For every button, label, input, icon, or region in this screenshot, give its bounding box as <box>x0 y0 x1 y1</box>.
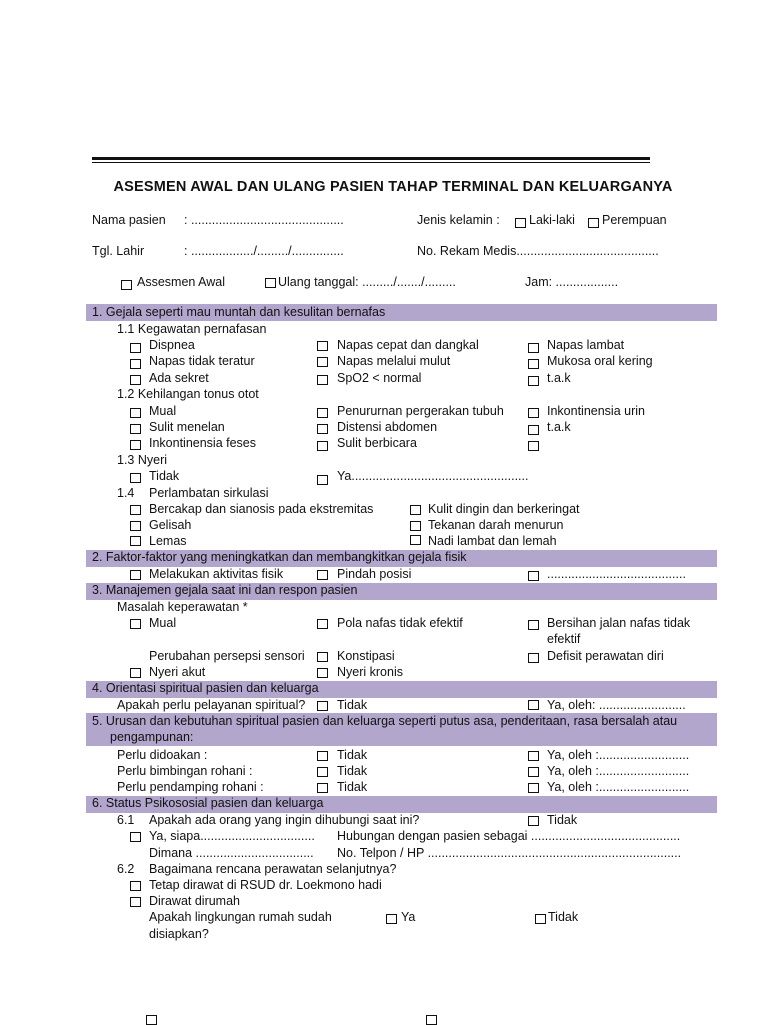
perlu-pendamping-label: Perlu pendamping rohani : <box>117 780 264 794</box>
sub-1-4-title: Perlambatan sirkulasi <box>149 486 269 500</box>
rumah-ya-label: Ya <box>401 910 416 924</box>
faktor-lain-checkbox[interactable] <box>528 571 539 581</box>
tetap-dirawat-label: Tetap dirawat di RSUD dr. Loekmono hadi <box>149 878 382 892</box>
top-rule-thin <box>92 162 650 163</box>
lemas-checkbox[interactable] <box>130 536 141 546</box>
section-5-title-2: pengampunan: <box>110 730 194 744</box>
dispnea-checkbox[interactable] <box>130 343 141 353</box>
section-1-title: 1. Gejala seperti mau muntah dan kesulitan bernafas <box>92 305 386 319</box>
bimbingan-ya-checkbox[interactable] <box>528 767 539 777</box>
bersihan-jalan-nafas-checkbox[interactable] <box>528 620 539 630</box>
sulit-berbicara-label: Sulit berbicara <box>337 436 417 450</box>
spiritual-ya-checkbox[interactable] <box>528 700 539 710</box>
spiritual-tidak-label: Tidak <box>337 698 368 712</box>
penurunan-gerak-checkbox[interactable] <box>317 408 328 418</box>
mual-checkbox[interactable] <box>130 408 141 418</box>
sub-1-3-title: 1.3 Nyeri <box>117 453 168 467</box>
dirawat-dirumah-label: Dirawat dirumah <box>149 894 241 908</box>
nyeri-ya-checkbox[interactable] <box>317 475 328 485</box>
aktivitas-fisik-checkbox[interactable] <box>130 570 141 580</box>
laki-laki-label: Laki-laki <box>529 213 575 227</box>
kulit-dingin-label: Kulit dingin dan berkeringat <box>428 502 580 516</box>
inkontinensia-urin-label: Inkontinensia urin <box>547 404 645 418</box>
perempuan-label: Perempuan <box>602 213 667 227</box>
ulang-checkbox[interactable] <box>265 278 276 288</box>
pola-nafas-checkbox[interactable] <box>317 619 328 629</box>
tak-1-2-label: t.a.k <box>547 420 571 434</box>
jenis-kelamin-label: Jenis kelamin : <box>417 213 500 227</box>
tak-1-1-checkbox[interactable] <box>528 376 539 386</box>
dimana-field[interactable]: Dimana .................................. <box>149 846 314 860</box>
nyeri-kronis-label: Nyeri kronis <box>337 665 403 679</box>
rumah-tidak-label: Tidak <box>548 910 579 924</box>
dihubungi-tidak-checkbox[interactable] <box>528 816 539 826</box>
jam-field[interactable]: Jam: .................. <box>525 275 619 289</box>
rekam-medis-field[interactable]: No. Rekam Medis......................................... <box>417 244 659 258</box>
sub-6-1-question: Apakah ada orang yang ingin dihubungi saat ini? <box>149 813 420 827</box>
didoakan-tidak-checkbox[interactable] <box>317 751 328 761</box>
spiritual-ya-field[interactable]: Ya, oleh: ......................... <box>547 698 686 712</box>
bimbingan-ya-field[interactable]: Ya, oleh :.......................... <box>547 764 690 778</box>
napas-cepat-label: Napas cepat dan dangkal <box>337 338 479 352</box>
perempuan-checkbox[interactable] <box>588 218 599 228</box>
dirawat-dirumah-checkbox[interactable] <box>130 897 141 907</box>
asesmen-awal-checkbox[interactable] <box>121 280 132 290</box>
tgl-lahir-label: Tgl. Lahir <box>92 244 145 258</box>
pindah-posisi-label: Pindah posisi <box>337 567 412 581</box>
konstipasi-label: Konstipasi <box>337 649 395 663</box>
gelisah-label: Gelisah <box>149 518 192 532</box>
inkontinensia-feses-checkbox[interactable] <box>130 440 141 450</box>
sulit-berbicara-checkbox[interactable] <box>317 441 328 451</box>
tak-1-2-checkbox[interactable] <box>528 425 539 435</box>
section-4-title: 4. Orientasi spiritual pasien dan keluarga <box>92 681 319 695</box>
inkontinensia-urin-checkbox[interactable] <box>528 408 539 418</box>
bimbingan-tidak-label: Tidak <box>337 764 368 778</box>
sianosis-checkbox[interactable] <box>130 505 141 515</box>
mual-label: Mual <box>149 404 177 418</box>
asesmen-awal-label: Assesmen Awal <box>137 275 226 289</box>
pindah-posisi-checkbox[interactable] <box>317 570 328 580</box>
hubungan-field[interactable]: Hubungan dengan pasien sebagai ........................................... <box>337 829 681 843</box>
bersihan-jalan-nafas-label-2: efektif <box>547 632 581 646</box>
defisit-perawatan-checkbox[interactable] <box>528 653 539 663</box>
perlu-bimbingan-label: Perlu bimbingan rohani : <box>117 764 253 778</box>
section-5-title: 5. Urusan dan kebutuhan spiritual pasien dan keluarga seperti putus asa, penderitaan, rasa bersalah atau <box>92 714 678 728</box>
perlu-didoakan-label: Perlu didoakan : <box>117 748 208 762</box>
konstipasi-checkbox[interactable] <box>317 652 328 662</box>
distensi-label: Distensi abdomen <box>337 420 438 434</box>
faktor-lain-field[interactable]: ........................................ <box>547 567 686 581</box>
pendamping-tidak-label: Tidak <box>337 780 368 794</box>
mukosa-oral-checkbox[interactable] <box>528 359 539 369</box>
masalah-keperawatan-label: Masalah keperawatan * <box>117 600 248 614</box>
napas-tidak-teratur-checkbox[interactable] <box>130 359 141 369</box>
sub-6-2-question: Bagaimana rencana perawatan selanjutnya? <box>149 862 397 876</box>
blank-1-2-checkbox[interactable] <box>528 441 539 451</box>
ulang-tanggal-field[interactable]: Ulang tanggal: ........./......./......... <box>278 275 456 289</box>
sianosis-label: Bercakap dan sianosis pada ekstremitas <box>149 502 374 516</box>
inkontinensia-feses-label: Inkontinensia feses <box>149 436 257 450</box>
telpon-field[interactable]: No. Telpon / HP ......................................................................... <box>337 846 682 860</box>
spo2-label: SpO2 < normal <box>337 371 422 385</box>
section-2-title: 2. Faktor-faktor yang meningkatkan dan membangkitkan gejala fisik <box>92 550 467 564</box>
sub-6-2-number: 6.2 <box>117 862 135 876</box>
pelayanan-spiritual-question: Apakah perlu pelayanan spiritual? <box>117 698 306 712</box>
napas-mulut-checkbox[interactable] <box>317 357 328 367</box>
pendamping-tidak-checkbox[interactable] <box>317 783 328 793</box>
didoakan-tidak-label: Tidak <box>337 748 368 762</box>
section-6-title: 6. Status Psikososial pasien dan keluarga <box>92 796 324 810</box>
spo2-checkbox[interactable] <box>317 375 328 385</box>
dispnea-label: Dispnea <box>149 338 195 352</box>
tak-1-1-label: t.a.k <box>547 371 571 385</box>
section-3-title: 3. Manajemen gejala saat ini dan respon pasien <box>92 583 358 597</box>
nadi-lambat-checkbox[interactable] <box>410 535 421 545</box>
napas-lambat-label: Napas lambat <box>547 338 625 352</box>
form-title: ASESMEN AWAL DAN ULANG PASIEN TAHAP TERMINAL DAN KELUARGANYA <box>113 179 673 195</box>
tekanan-darah-label: Tekanan darah menurun <box>428 518 564 532</box>
mual-3-label: Mual <box>149 616 177 630</box>
gelisah-checkbox[interactable] <box>130 521 141 531</box>
aktivitas-fisik-label: Melakukan aktivitas fisik <box>149 567 284 581</box>
rumah-tidak-checkbox[interactable] <box>535 914 546 924</box>
mual-3-checkbox[interactable] <box>130 619 141 629</box>
perubahan-persepsi-label: Perubahan persepsi sensori <box>149 649 305 663</box>
ya-siapa-field[interactable]: Ya, siapa................................. <box>149 829 315 843</box>
lemas-label: Lemas <box>149 534 187 548</box>
penurunan-gerak-label: Penururnan pergerakan tubuh <box>337 404 504 418</box>
napas-tidak-teratur-label: Napas tidak teratur <box>149 354 255 368</box>
distensi-checkbox[interactable] <box>317 424 328 434</box>
lingkungan-rumah-question-2: disiapkan? <box>149 927 209 941</box>
didoakan-ya-checkbox[interactable] <box>528 751 539 761</box>
ada-sekret-checkbox[interactable] <box>130 375 141 385</box>
spiritual-tidak-checkbox[interactable] <box>317 701 328 711</box>
bimbingan-tidak-checkbox[interactable] <box>317 767 328 777</box>
lingkungan-rumah-question: Apakah lingkungan rumah sudah <box>149 910 332 924</box>
mukosa-oral-label: Mukosa oral kering <box>547 354 653 368</box>
pendamping-ya-field[interactable]: Ya, oleh :.......................... <box>547 780 690 794</box>
top-rule-thick <box>92 157 650 160</box>
nyeri-tidak-checkbox[interactable] <box>130 473 141 483</box>
nadi-lambat-label: Nadi lambat dan lemah <box>428 534 557 548</box>
bersihan-jalan-nafas-label: Bersihan jalan nafas tidak <box>547 616 691 630</box>
pendamping-ya-checkbox[interactable] <box>528 783 539 793</box>
napas-mulut-label: Napas melalui mulut <box>337 354 451 368</box>
tgl-lahir-field[interactable]: : ................../........./............... <box>184 244 344 258</box>
ada-sekret-label: Ada sekret <box>149 371 209 385</box>
napas-lambat-checkbox[interactable] <box>528 343 539 353</box>
laki-laki-checkbox[interactable] <box>515 218 526 228</box>
dihubungi-tidak-label: Tidak <box>547 813 578 827</box>
sub-6-1-number: 6.1 <box>117 813 135 827</box>
dihubungi-ya-checkbox[interactable] <box>130 832 141 842</box>
defisit-perawatan-label: Defisit perawatan diri <box>547 649 664 663</box>
sub-1-2-title: 1.2 Kehilangan tonus otot <box>117 387 259 401</box>
sub-1-1-title: 1.1 Kegawatan pernafasan <box>117 322 267 336</box>
didoakan-ya-field[interactable]: Ya, oleh :.......................... <box>547 748 690 762</box>
nyeri-kronis-checkbox[interactable] <box>317 668 328 678</box>
nyeri-akut-checkbox[interactable] <box>130 668 141 678</box>
nyeri-tidak-label: Tidak <box>149 469 180 483</box>
sulit-menelan-checkbox[interactable] <box>130 424 141 434</box>
pola-nafas-label: Pola nafas tidak efektif <box>337 616 463 630</box>
tetap-dirawat-checkbox[interactable] <box>130 881 141 891</box>
kulit-dingin-checkbox[interactable] <box>410 505 421 515</box>
tekanan-darah-checkbox[interactable] <box>410 521 421 531</box>
nyeri-akut-label: Nyeri akut <box>149 665 206 679</box>
rumah-ya-checkbox[interactable] <box>386 914 397 924</box>
sub-1-4-number: 1.4 <box>117 486 135 500</box>
nyeri-ya-field[interactable]: Ya................................................... <box>337 469 529 483</box>
nama-pasien-label: Nama pasien <box>92 213 166 227</box>
napas-cepat-checkbox[interactable] <box>317 341 328 351</box>
sulit-menelan-label: Sulit menelan <box>149 420 225 434</box>
nama-pasien-field[interactable]: : ............................................ <box>184 213 344 227</box>
